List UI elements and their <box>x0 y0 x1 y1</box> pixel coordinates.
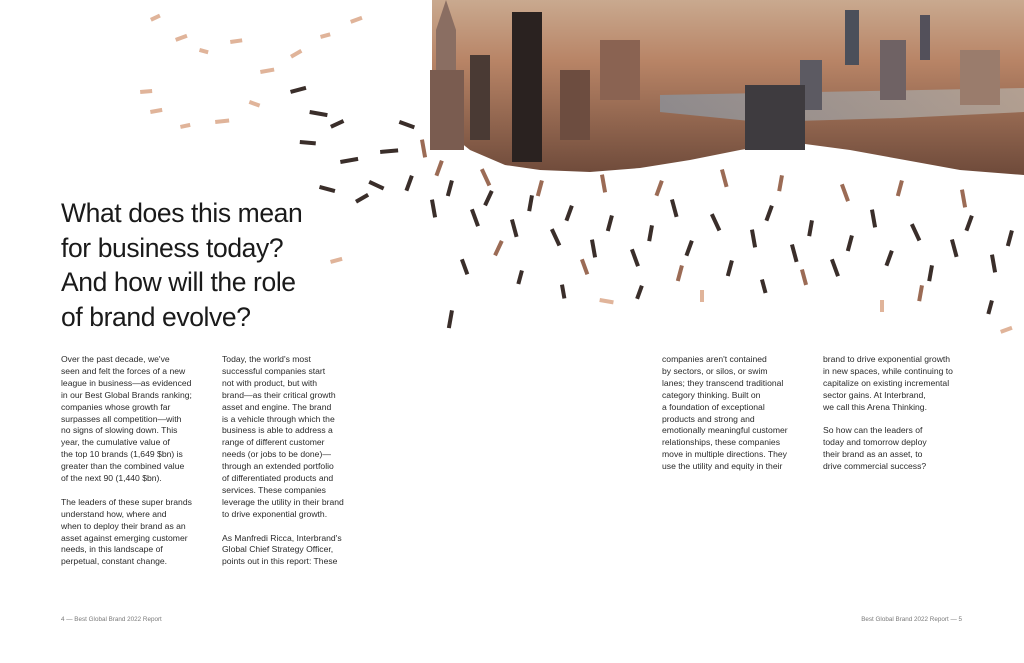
text-line: seen and felt the forces of a new <box>61 365 186 376</box>
text-line: the top 10 brands (1,649 $bn) is <box>61 449 183 460</box>
footer-left: 4 — Best Global Brand 2022 Report <box>61 616 162 623</box>
text-line: Over the past decade, we've <box>61 354 170 364</box>
headline-line: of brand evolve? <box>61 301 251 332</box>
text-line: successful companies start <box>222 365 326 376</box>
text-line: relationships, these companies <box>662 437 780 448</box>
text-line: move in multiple directions. They <box>662 449 787 460</box>
text-line: understand how, where and <box>61 508 167 519</box>
text-line: when to deploy their brand as an <box>61 520 186 531</box>
paragraph <box>662 354 812 473</box>
text-line: no signs of slowing down. This <box>61 425 178 436</box>
text-line: needs (or jobs to be done)— <box>222 449 331 460</box>
body-column-3 <box>662 354 812 485</box>
text-line: a foundation of exceptional <box>662 401 765 412</box>
paragraph <box>823 425 973 473</box>
paragraph <box>823 354 973 414</box>
headline-line: for business today? <box>61 232 284 263</box>
text-line: use the utility and equity in their <box>662 461 783 472</box>
skyline-buildings <box>430 0 1000 162</box>
text-line: sector gains. At Interbrand, <box>823 389 926 400</box>
text-line: capitalize on existing incremental <box>823 377 950 388</box>
text-line: greater than the combined value <box>61 461 185 472</box>
text-line: year, the cumulative value of <box>61 437 170 448</box>
text-line: Today, the world's most <box>222 354 311 364</box>
text-line: not with product, but with <box>222 377 318 388</box>
text-line: their brand as an asset, to <box>823 449 923 460</box>
body-column-2 <box>222 354 372 580</box>
text-line: today and tomorrow deploy <box>823 437 927 448</box>
text-line: we call this Arena Thinking. <box>823 401 927 412</box>
body-column-4 <box>823 354 973 485</box>
text-line: by sectors, or silos, or swim <box>662 365 768 376</box>
text-line: perpetual, constant change. <box>61 556 168 567</box>
text-line: companies aren't contained <box>662 354 767 364</box>
text-line: emotionally meaningful customer <box>662 425 788 436</box>
text-line: So how can the leaders of <box>823 425 923 436</box>
text-line: asset against emerging customer <box>61 532 188 543</box>
text-line: leverage the utility in their brand <box>222 496 344 507</box>
text-line: of differentiated products and <box>222 473 334 484</box>
text-line: products and strong and <box>662 413 755 424</box>
text-line: is a vehicle through which the <box>222 413 335 424</box>
text-line: needs, in this landscape of <box>61 544 163 555</box>
text-line: of the next 90 (1,440 $bn). <box>61 473 162 484</box>
text-line: companies whose growth far <box>61 401 171 412</box>
text-line: services. These companies <box>222 484 326 495</box>
text-line: asset and engine. The brand <box>222 401 332 412</box>
text-line: brand—as their critical growth <box>222 389 336 400</box>
text-line: lanes; they transcend traditional <box>662 377 784 388</box>
body-column-1 <box>61 354 211 580</box>
text-line: brand to drive exponential growth <box>823 354 951 364</box>
page-headline <box>61 196 361 334</box>
text-line: surpasses all competition—with <box>61 413 182 424</box>
text-line: points out in this report: These <box>222 556 338 567</box>
text-line: The leaders of these super brands <box>61 496 192 507</box>
text-line: range of different customer <box>222 437 325 448</box>
text-line: in our Best Global Brands ranking; <box>61 389 192 400</box>
text-line: drive commercial success? <box>823 461 927 472</box>
text-line: category thinking. Built on <box>662 389 761 400</box>
text-line: in new spaces, while continuing to <box>823 365 953 376</box>
text-line: Global Chief Strategy Officer, <box>222 544 334 555</box>
paragraph <box>61 354 211 485</box>
footer-right: Best Global Brand 2022 Report — 5 <box>861 616 962 623</box>
text-line: business is able to address a <box>222 425 333 436</box>
headline-line: What does this mean <box>61 198 303 228</box>
paragraph <box>222 533 372 569</box>
paragraph <box>61 497 211 568</box>
text-line: through an extended portfolio <box>222 461 334 472</box>
headline-line: And how will the role <box>61 267 296 297</box>
text-line: to drive exponential growth. <box>222 508 328 519</box>
text-line: As Manfredi Ricca, Interbrand's <box>222 532 342 543</box>
text-line: league in business—as evidenced <box>61 377 192 388</box>
paragraph <box>222 354 372 521</box>
